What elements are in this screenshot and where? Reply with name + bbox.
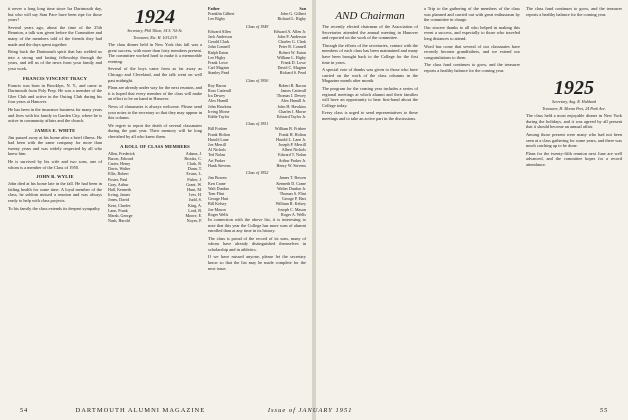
name-entry: Ted Nolan	[208, 152, 226, 158]
name-entry: Hank Stevens	[208, 162, 231, 168]
name-entry: Al Nichols	[208, 147, 226, 153]
paragraph: Jim passed away at his home after a brief illness. He had been with the same company for more than twenty years and was widely respected by all who knew him.	[8, 134, 102, 157]
name-entry: Carter, Henry	[108, 160, 131, 166]
name-entry: Fisher, J.	[187, 176, 202, 182]
name-entry: Carl Maginn	[208, 65, 229, 71]
name-entry: Alex Hamill Jr.	[280, 98, 306, 104]
paragraph: He is survived by his wife and two sons, one of whom is a member of the Class of 1950.	[8, 159, 102, 170]
name-entry: Ira Dewey	[208, 93, 226, 99]
paragraph: The recently elected chairman of the Association of Secretaries attended the annual meeting in Hanover and reported on the work of the committee.	[322, 24, 418, 41]
name-entry: Lane, Frank	[108, 207, 128, 213]
name-entry: Roger A. Wells	[281, 211, 306, 217]
magazine-title-footer	[0, 407, 628, 414]
name-entry: Stanley Pead	[208, 70, 230, 76]
name-entry: Kent, Charles	[108, 202, 131, 208]
name-entry: George Hart	[208, 196, 229, 202]
section-heading: JAMES E. WHITE	[34, 127, 76, 133]
paragraph: The class fund continues to grow, and the treasurer reports a healthy balance for the coming year.	[526, 6, 622, 17]
name-entry: John Connell	[208, 44, 230, 50]
name-entry: John P. Anderson	[277, 34, 306, 40]
name-entry: James T. Bowen	[279, 175, 306, 181]
name-entry: William L. Higby	[276, 54, 306, 60]
name-entry: James Catterall	[280, 88, 306, 94]
name-entry: Eddie Taylor	[208, 114, 230, 120]
name-entry: Charles G. Clark	[278, 39, 306, 45]
paragraph: Plans are already under way for the next reunion, and it is hoped that every member of the class will make an effort to be on hand in Hanover.	[108, 85, 202, 102]
paragraph: A special vote of thanks was given to those who have carried on the work of the class columns in the Magazine month after month.	[322, 67, 418, 84]
name-entry: William B. Frisbee	[274, 126, 306, 132]
name-entry: King, A.	[188, 202, 202, 208]
magazine-title: DARTMOUTH ALUMNI MAGAZINE	[75, 407, 206, 414]
name-entry: Kenneth D. Crane	[276, 180, 306, 186]
name-entry: Roger Wells	[208, 211, 229, 217]
right-page	[316, 0, 628, 420]
name-entry: Gerald Clark	[208, 39, 230, 45]
paragraph: News of classmates is always welcome. Please send your notes to the secretary so that they may appear in this column.	[108, 103, 202, 121]
name-entry: Nash, Harold	[108, 218, 130, 224]
paragraph: Our sincere thanks to all who helped in making this event a success, and especially to those who traveled long distances to attend.	[424, 24, 520, 41]
name-entry: Irving, James	[108, 192, 131, 198]
name-entry: Richard S. Pead	[279, 70, 306, 76]
paragraph: In connection with the above list, it is interesting to note that this year the College has more sons of alumni enrolled than at any time in its history.	[208, 216, 306, 234]
treasurer-line: Treasurer, H. Moran Peet, 24 Park Ave.	[542, 106, 606, 112]
treasurer-line: Treasurer, Ric. H. 10/12/19	[133, 35, 177, 40]
left-page	[0, 0, 312, 420]
name-list	[108, 151, 202, 224]
class-year-heading: 1924	[135, 6, 175, 28]
name-entry: Frank Lowe	[208, 60, 228, 66]
right-page-number: 55	[599, 407, 608, 414]
paragraph: a Trip to the gathering of the members of the class was planned and carried out with great enthusiasm by the committee in charge.	[424, 6, 520, 23]
name-entry: David C. Maginn	[277, 65, 306, 71]
name-entry: Lee Rigby	[208, 16, 226, 22]
paragraph: Francis was born in Brooklyn, N. Y., and came to Dartmouth from Poly Prep. He was a member of the Glee Club and active in the Outing Club during his four years at Hanover.	[8, 82, 102, 105]
issue-label: Issue of JANUARY 1951	[267, 407, 353, 414]
paragraph: To his family the class extends its deepest sympathy.	[8, 205, 101, 211]
paragraph: Several of the boys came from as far away as Chicago and Cleveland, and the talk went on well past midnight.	[108, 66, 202, 83]
name-entry: Jones, David	[108, 197, 130, 203]
name-entry: Grant, W.	[186, 181, 202, 187]
name-entry: Evans, L.	[186, 171, 202, 177]
name-entry: Frank D. Lowe	[281, 60, 306, 66]
name-entry: Thomas I. Dewey	[276, 93, 306, 99]
name-entry: Ken Crane	[208, 180, 226, 186]
paragraph: Every class is urged to send representatives to these meetings and to take an active part in the discussions.	[322, 110, 418, 121]
father-son-list	[208, 11, 306, 217]
name-entry: Ives, H.	[189, 192, 202, 198]
name-entry: Marsh, George	[108, 212, 133, 218]
name-entry: Edward Taylor Jr.	[276, 114, 306, 120]
name-entry: John G. Gilbert	[280, 11, 306, 17]
section-heading: JOHN B. WYLIE	[36, 174, 74, 180]
name-entry: Edward T. Nolan	[278, 152, 306, 158]
name-entry: Robert R. Bacon	[278, 82, 306, 88]
left-column-2	[108, 6, 202, 398]
paragraph: He has been in the insurance business for many years and lives with his family in Garden City, where he is active in community affairs and the church.	[8, 106, 102, 124]
name-entry: Ralph Eaton	[208, 49, 229, 55]
list-item	[208, 168, 306, 175]
subsection-label: Class of 1949	[245, 23, 269, 29]
paragraph: The class dinner held in New York this fall was a great success, with more than forty members present. The committee worked hard to make it a memorable evening.	[108, 42, 202, 64]
left-page-number: 54	[20, 407, 29, 414]
name-entry: Albert Nichols	[281, 147, 306, 153]
name-entry: Adams, J.	[185, 150, 202, 156]
paragraph: Word has come that several of our classmates have recently become grandfathers, and we extend our congratulations to them.	[424, 43, 520, 60]
list-item	[108, 218, 202, 223]
section-heading: FRANCIS VINCENT TRACY	[22, 75, 88, 81]
name-entry: Harold Lane	[208, 136, 229, 142]
paragraph: it never a long long time since Ira Dartmouth day, but who will say Stan Pace have been ripe for those years?	[8, 6, 102, 23]
name-entry: Gray, Arthur	[108, 181, 129, 187]
name-entry: Judd, S.	[188, 197, 202, 203]
name-entry: Edward Allen	[208, 28, 231, 34]
father-header: Father	[208, 6, 220, 11]
name-entry: Tom Flint	[208, 190, 225, 196]
name-entry: Peter R. Connell	[278, 44, 306, 50]
name-entry: Ellis, Robert	[108, 171, 129, 177]
name-entry: Allen, Frederick	[108, 150, 135, 156]
right-column-2	[424, 6, 520, 398]
name-entry: Foster, Paul	[108, 176, 128, 182]
paragraph: If we have missed anyone, please let the secretary know so that the list may be made complete for the next issue.	[208, 254, 306, 271]
name-entry: Charles I. Morse	[278, 108, 306, 114]
subsection-label: Class of 1952	[245, 170, 269, 176]
paragraph: Bring back the Dartmouth spirit that has welded us into a strong and lasting fellowship through the years, and tell us of the news from your family and your work.	[8, 49, 102, 71]
name-entry: Richard L. Rigby	[277, 16, 306, 22]
name-entry: Art Parker	[208, 157, 226, 163]
son-header: Son	[299, 6, 306, 11]
subsection-label: Class of 1951	[245, 121, 269, 127]
name-entry: Ross Catterall	[208, 88, 232, 94]
name-entry: Moore, E.	[185, 212, 202, 218]
name-entry: Clark, R.	[187, 160, 202, 166]
name-entry: Joseph P. Merrill	[278, 142, 306, 148]
name-entry: Robert W. Eaton	[278, 49, 306, 55]
name-entry: Bacon, Edward	[108, 155, 134, 161]
name-entry: Jack Anderson	[208, 34, 232, 40]
name-entry: Thomas S. Flint	[279, 190, 306, 196]
paragraph: The class fund continues to grow, and the treasurer reports a healthy balance for the coming year.	[424, 62, 520, 73]
name-entry: Roy Bacon	[208, 82, 227, 88]
name-entry: Edward A. Allen Jr.	[273, 28, 306, 34]
right-column-1	[322, 6, 418, 398]
list-item	[208, 22, 306, 29]
name-entry: Dunn, T.	[187, 166, 202, 172]
name-entry: Davis, Walter	[108, 166, 131, 172]
name-entry: William R. Kelsey	[275, 201, 306, 207]
list-item	[208, 119, 306, 126]
paragraph: We regret to report the death of several classmates during the past year. Their memory will be long cherished by all who knew them.	[108, 122, 202, 139]
name-entry: Jim Bowen	[208, 175, 227, 181]
name-entry: Brooks, C.	[184, 155, 202, 161]
paragraph: The class is proud of the record of its sons, many of whom have already distinguished themselves in scholarship and in athletics.	[208, 235, 306, 252]
list-heading: A ROLL OF CLASS MEMBERS	[120, 143, 190, 149]
name-entry: Noyes, P.	[186, 218, 202, 224]
right-column-3	[526, 6, 622, 398]
name-entry: Irving Morse	[208, 108, 230, 114]
name-entry: Harold L. Lane Jr.	[276, 136, 306, 142]
subsection-label: Class of 1950	[245, 77, 269, 83]
name-entry: Joe Merrill	[208, 142, 227, 148]
name-entry: Bill Frisbee	[208, 126, 228, 132]
paragraph: Through the efforts of the secretaries, contact with the members of each class has been maintained and many have been brought back to the College for the first time in years.	[322, 42, 418, 65]
secretary-line: Secretary, Aug. R. Hubbard	[551, 99, 597, 105]
name-entry: Walt Dunbar	[208, 185, 229, 191]
section-title: AND Chairman	[335, 10, 405, 22]
paragraph: Among those present were many who had not been seen at a class gathering for some years, and there was much catching up to be done.	[526, 131, 622, 149]
paragraph: Plans for the twenty-fifth reunion next June are well advanced, and the committee hopes for a record attendance.	[526, 150, 622, 167]
name-entry: Walter Dunbar Jr.	[277, 185, 306, 191]
paragraph: Several years ago, about the time of the 25th Reunion, a talk was given before the Committee and many of the members told of the friends they had made and the days spent together.	[8, 24, 102, 47]
name-entry: Arthur Parker Jr.	[278, 157, 306, 163]
name-entry: Lord, B.	[188, 207, 202, 213]
paragraph: The class held a most enjoyable dinner in New York during the holidays, and it was agreed by all present that it should become an annual affair.	[526, 113, 622, 130]
name-entry: Henry W. Stevens	[276, 162, 306, 168]
name-entry: Frank Holton	[208, 131, 230, 137]
paragraph: The program for the coming year includes a series of regional meetings at which alumni and their families will have an opportunity to hear first-hand about the College today.	[322, 85, 418, 108]
name-entry: Alex Hamill	[208, 98, 229, 104]
class-year-heading: 1925	[554, 77, 594, 100]
name-entry: George P. Hart	[281, 196, 306, 202]
list-item	[208, 76, 306, 83]
name-entry: Franklin Gilbert	[208, 11, 235, 17]
name-entry: John Hawkins	[208, 103, 232, 109]
name-entry: Joseph C. Mason	[277, 206, 306, 212]
secretary-line: Secretary, Phil Tilton, 34 S. 7th St.	[127, 28, 183, 33]
left-column-3	[208, 6, 306, 398]
paragraph: John died at his home late in the fall. He had been in failing health for some time. A loyal member of the class, he seldom missed a reunion and was always ready to help with class projects.	[8, 181, 102, 204]
name-entry: John H. Hawkins	[277, 103, 306, 109]
name-entry: Hunt, M.	[187, 186, 202, 192]
name-entry: Joe Mason	[208, 206, 226, 212]
name-entry: Bill Kelsey	[208, 201, 227, 207]
name-entry: Lee Higby	[208, 54, 226, 60]
name-entry: Hall, Kenneth	[108, 186, 131, 192]
left-column-1	[8, 6, 102, 398]
name-entry: Frank H. Holton	[279, 131, 306, 137]
